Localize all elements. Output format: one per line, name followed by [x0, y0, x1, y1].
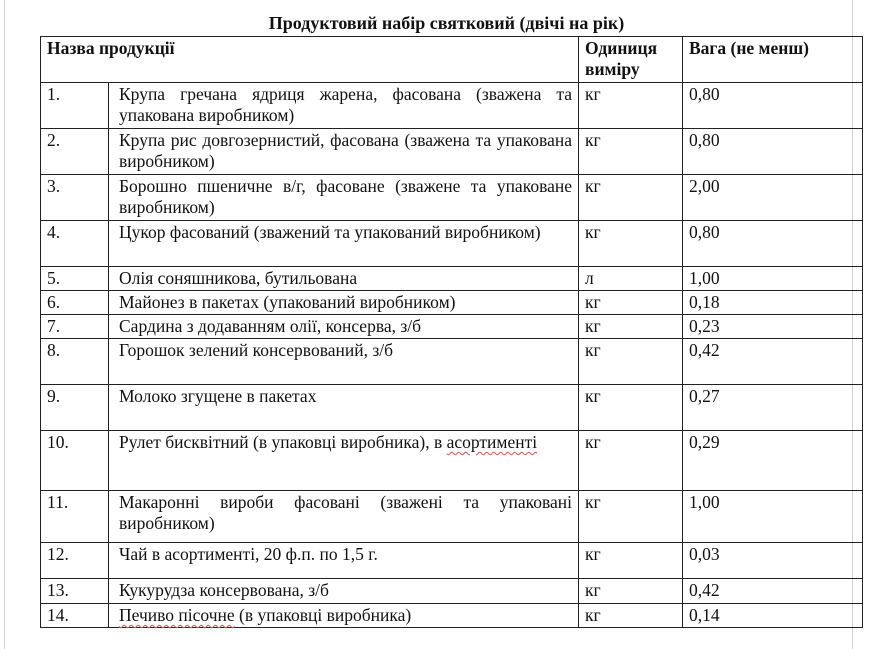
- unit-cell: кг: [579, 604, 683, 628]
- row-number: 8.: [41, 339, 109, 385]
- header-unit: Одиниця виміру: [579, 37, 683, 83]
- unit-cell: кг: [579, 83, 683, 129]
- table-row: [41, 175, 863, 221]
- spellcheck-mark: Печиво пісочне: [119, 605, 235, 625]
- unit-cell: кг: [579, 431, 683, 491]
- product-name: Печиво пісочне (в упаковці виробника): [109, 604, 579, 628]
- unit-cell: кг: [579, 129, 683, 175]
- product-name: Сардина з додаванням олії, консерва, з/б: [109, 315, 579, 339]
- table-row: [41, 129, 863, 175]
- product-name: Чай в асортименті, 20 ф.п. по 1,5 г.: [109, 543, 579, 579]
- product-name: Борошно пшеничне в/г, фасоване (зважене та упаковане виробником): [109, 175, 579, 221]
- header-name: Назва продукції: [41, 37, 579, 83]
- weight-cell: 0,80: [683, 83, 863, 129]
- product-name: Макаронні вироби фасовані (зважені та упаковані виробником): [109, 491, 579, 543]
- table-row: [41, 315, 863, 339]
- table-row: [41, 543, 863, 579]
- document-title: Продуктовий набір святковий (двічі на рік): [268, 13, 625, 33]
- unit-cell: кг: [579, 491, 683, 543]
- spellcheck-mark: асортименті: [446, 432, 538, 452]
- weight-cell: 0,29: [683, 431, 863, 491]
- product-name: Рулет бисквітний (в упаковці виробника), в асортименті: [109, 431, 579, 491]
- row-number: 7.: [41, 315, 109, 339]
- unit-cell: кг: [579, 315, 683, 339]
- table-row: [41, 267, 863, 291]
- weight-cell: 0,42: [683, 579, 863, 604]
- weight-cell: 0,80: [683, 221, 863, 267]
- row-number: 1.: [41, 83, 109, 129]
- row-number: 14.: [41, 604, 109, 628]
- row-number: 6.: [41, 291, 109, 315]
- page-edge-left: [4, 0, 5, 649]
- product-name: Молоко згущене в пакетах: [109, 385, 579, 431]
- weight-cell: 0,23: [683, 315, 863, 339]
- table-row: [41, 431, 863, 491]
- row-number: 2.: [41, 129, 109, 175]
- unit-cell: кг: [579, 291, 683, 315]
- weight-cell: 1,00: [683, 491, 863, 543]
- weight-cell: 1,00: [683, 267, 863, 291]
- table-row: [41, 491, 863, 543]
- product-name: Кукурудза консервована, з/б: [109, 579, 579, 604]
- table-row: [41, 339, 863, 385]
- row-number: 13.: [41, 579, 109, 604]
- row-number: 12.: [41, 543, 109, 579]
- weight-cell: 2,00: [683, 175, 863, 221]
- weight-cell: 0,14: [683, 604, 863, 628]
- product-name: Майонез в пакетах (упакований виробником): [109, 291, 579, 315]
- row-number: 4.: [41, 221, 109, 267]
- table-header-row: [41, 37, 863, 83]
- unit-cell: кг: [579, 339, 683, 385]
- header-weight: Вага (не менш): [683, 37, 863, 83]
- unit-cell: кг: [579, 221, 683, 267]
- weight-cell: 0,80: [683, 129, 863, 175]
- table-row: [41, 604, 863, 628]
- unit-cell: кг: [579, 579, 683, 604]
- product-name: Цукор фасований (зважений та упакований виробником): [109, 221, 579, 267]
- row-number: 10.: [41, 431, 109, 491]
- weight-cell: 0,03: [683, 543, 863, 579]
- row-number: 3.: [41, 175, 109, 221]
- weight-cell: 0,18: [683, 291, 863, 315]
- product-name: Олія соняшникова, бутильована: [109, 267, 579, 291]
- unit-cell: кг: [579, 175, 683, 221]
- weight-cell: 0,27: [683, 385, 863, 431]
- unit-cell: кг: [579, 543, 683, 579]
- table-row: [41, 291, 863, 315]
- product-name: Крупа рис довгозернистий, фасована (зважена та упакована виробником): [109, 129, 579, 175]
- product-name: Горошок зелений консервований, з/б: [109, 339, 579, 385]
- weight-cell: 0,42: [683, 339, 863, 385]
- table-row: [41, 385, 863, 431]
- row-number: 5.: [41, 267, 109, 291]
- product-name: Крупа гречана ядриця жарена, фасована (зважена та упакована виробником): [109, 83, 579, 129]
- table-row: [41, 579, 863, 604]
- unit-cell: кг: [579, 385, 683, 431]
- unit-cell: л: [579, 267, 683, 291]
- table-row: [41, 221, 863, 267]
- row-number: 11.: [41, 491, 109, 543]
- table-row: [41, 83, 863, 129]
- product-table: [40, 36, 863, 628]
- row-number: 9.: [41, 385, 109, 431]
